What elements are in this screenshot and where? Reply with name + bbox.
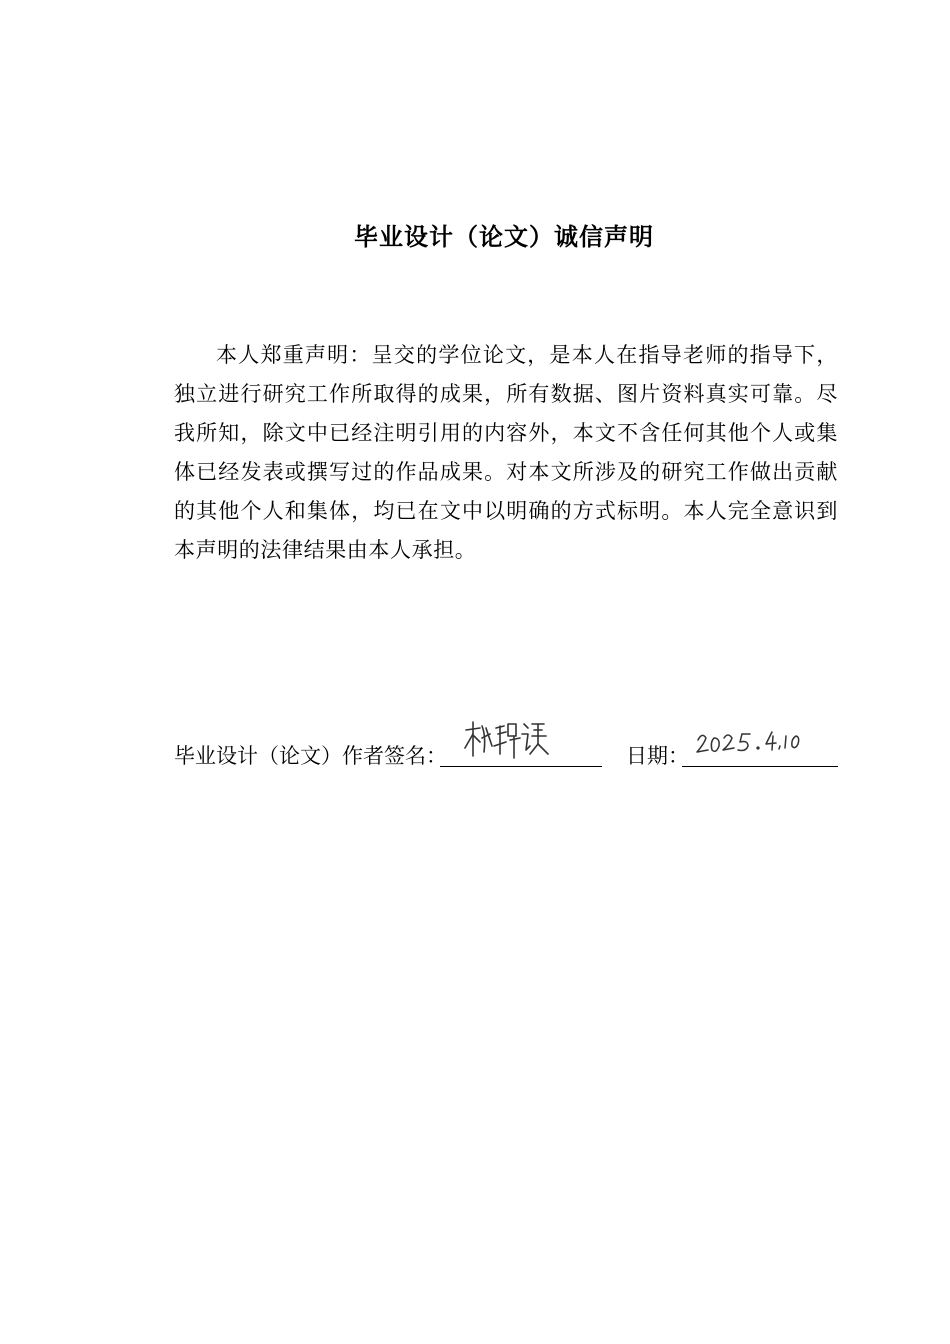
date-line [682, 766, 838, 767]
handwritten-signature [460, 716, 550, 766]
author-signature-line [440, 766, 602, 767]
date-label: 日期： [626, 744, 689, 768]
page-title: 毕业设计（论文）诚信声明 [354, 223, 654, 251]
handwritten-date [694, 728, 804, 760]
declaration-body: 本人郑重声明：呈交的学位论文，是本人在指导老师的指导下，独立进行研究工作所取得的成果，所有数据、图片资料真实可靠。尽我所知，除文中已经注明引用的内容外，本文不含任何其他个人或集体已经发表或撰写过的作品成果。对本文所涉及的研究工作做出贡献的其他个人和集体，均已在文中以明确的方式标明。本人完全意识到本声明的法律结果由本人承担。 [174, 343, 838, 562]
author-signature-label: 毕业设计（论文）作者签名： [174, 744, 447, 768]
